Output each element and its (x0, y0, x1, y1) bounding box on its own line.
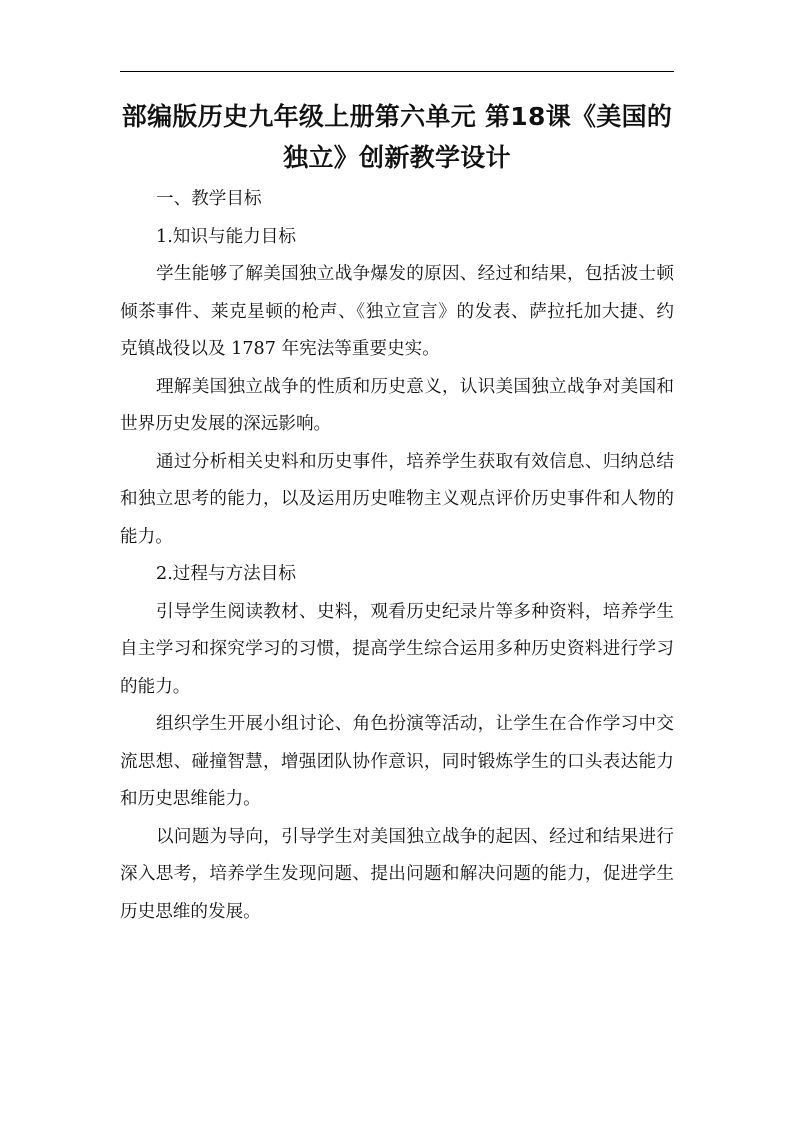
document-body (120, 96, 674, 931)
paragraph: 以问题为导向，引导学生对美国独立战争的起因、经过和结果进行深入思考，培养学生发现问题、提出问题和解决问题的能力，促进学生历史思维的发展。 (120, 826, 674, 922)
document-title: 部编版历史九年级上册第六单元 第18课《美国的独立》创新教学设计 (121, 102, 673, 172)
paragraph: 引导学生阅读教材、史料，观看历史纪录片等多种资料，培养学生自主学习和探究学习的习惯，提高学生综合运用多种历史资料进行学习的能力。 (120, 601, 674, 697)
paragraph: 理解美国独立战争的性质和历史意义，认识美国独立战争对美国和世界历史发展的深远影响。 (120, 376, 674, 434)
paragraph: 组织学生开展小组讨论、角色扮演等活动，让学生在合作学习中交流思想、碰撞智慧，增强团队协作意识，同时锻炼学生的口头表达能力和历史思维能力。 (120, 714, 674, 809)
sub-heading-knowledge-ability: 1.知识与能力目标 (156, 226, 296, 247)
header-rule (120, 71, 674, 72)
sub-heading-process-method: 2.过程与方法目标 (156, 564, 296, 584)
paragraph: 学生能够了解美国独立战争爆发的原因、经过和结果，包括波士顿倾茶事件、莱克星顿的枪声、《独立宣言》的发表、萨拉托加大捷、约克镇战役以及 1787 年宪法等重要史实。 (120, 264, 674, 359)
paragraph: 通过分析相关史料和历史事件，培养学生获取有效信息、归纳总结和独立思考的能力，以及运用历史唯物主义观点评价历史事件和人物的能力。 (120, 451, 674, 547)
section-heading-teaching-objectives: 一、教学目标 (156, 189, 262, 209)
